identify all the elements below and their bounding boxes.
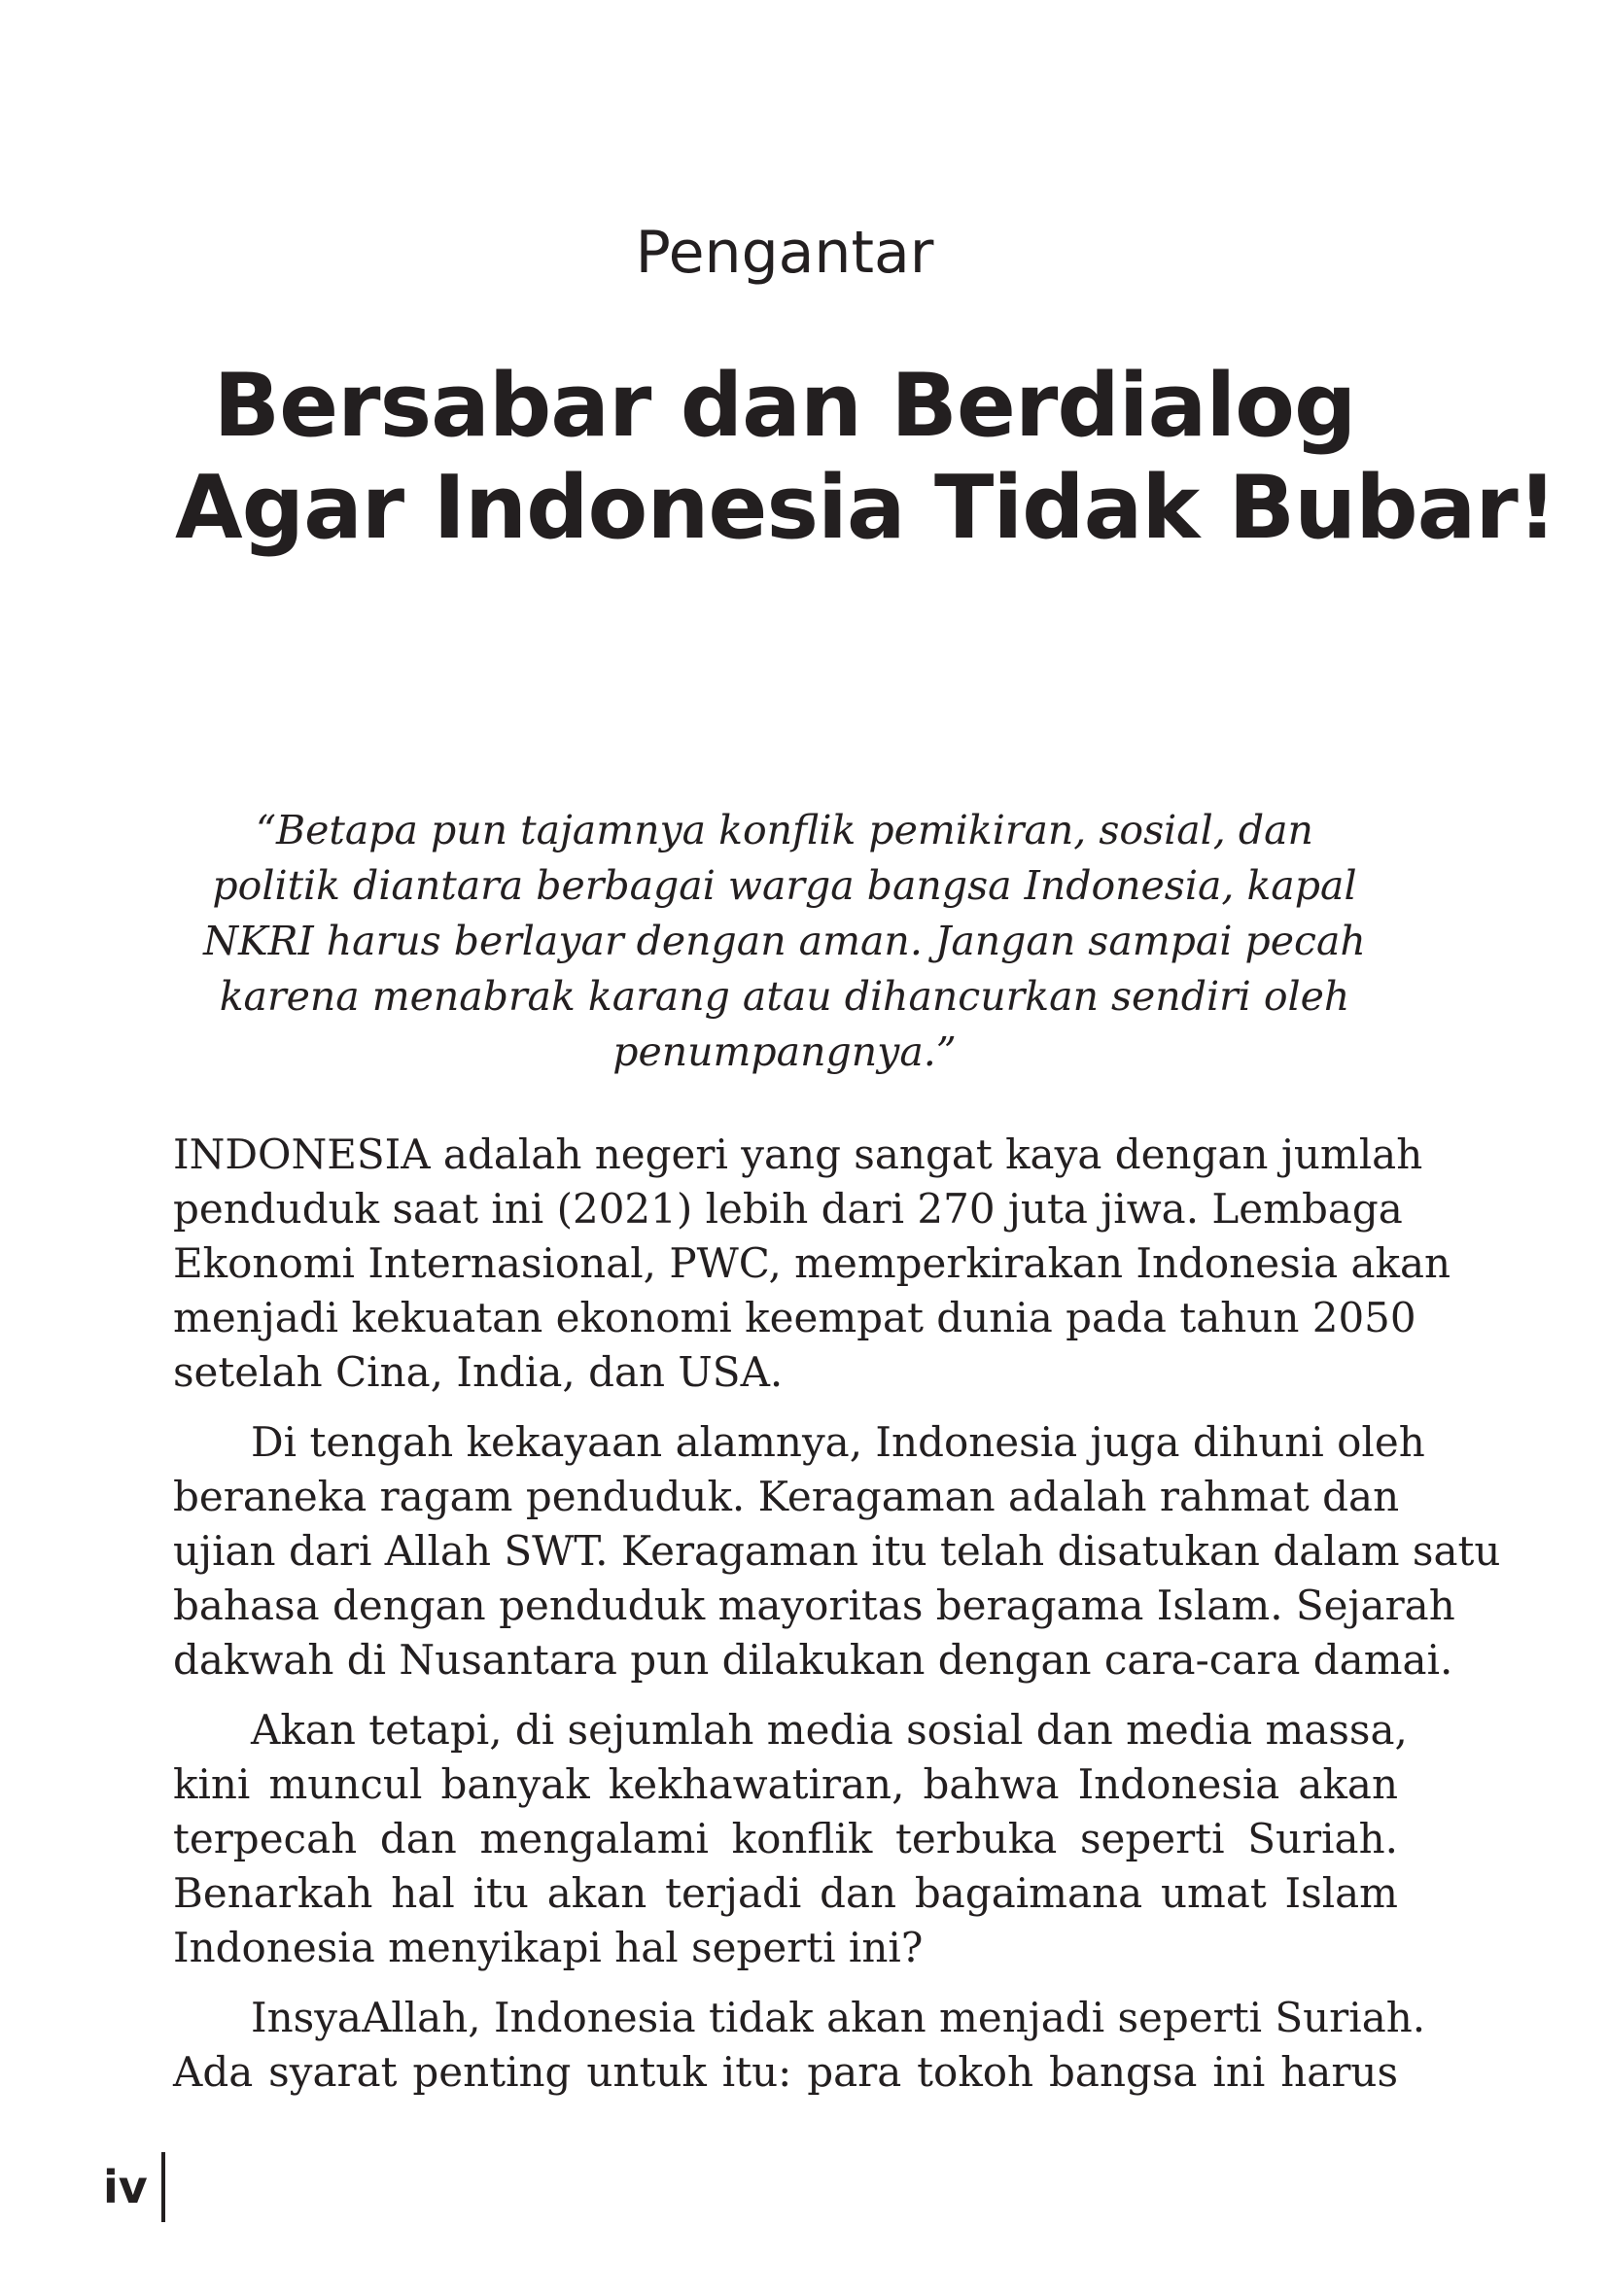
paragraph (173, 1991, 1426, 2100)
paragraph-line: menjadi kekuatan ekonomi keempat dunia pada tahun 2050 (173, 1294, 1416, 1341)
paragraph-line: Akan tetapi, di sejumlah media sosial dan media massa, (251, 1706, 1408, 1754)
paragraph (173, 1703, 1408, 1975)
page-number: iv (103, 2161, 148, 2213)
epigraph-line: penumpangnya.” (612, 1028, 957, 1075)
paragraph-line: bahasa dengan penduduk mayoritas beragama Islam. Sejarah (173, 1582, 1455, 1629)
chapter-title-line: Agar Indonesia Tidak Bubar! (175, 457, 1556, 559)
paragraph-line: Di tengah kekayaan alamnya, Indonesia juga dihuni oleh (251, 1418, 1425, 1466)
paragraph-line: InsyaAllah, Indonesia tidak akan menjadi seperti Suriah. (251, 1994, 1426, 2041)
epigraph-quote (170, 803, 1399, 1080)
section-kicker: Pengantar (635, 219, 934, 287)
paragraph-line: Ada syarat penting untuk itu: para tokoh bangsa ini harus (173, 2048, 1398, 2096)
epigraph-line: karena menabrak karang atau dihancurkan sendiri oleh (219, 973, 1350, 1020)
epigraph-line: “Betapa pun tajamnya konflik pemikiran, sosial, dan (256, 807, 1313, 853)
paragraph-line: Indonesia menyikapi hal seperti ini? (173, 1924, 924, 1971)
epigraph-line: politik diantara berbagai warga bangsa Indonesia, kapal (212, 862, 1357, 909)
chapter-title (175, 355, 1556, 559)
epigraph-line: NKRI harus berlayar dengan aman. Jangan sampai pecah (203, 918, 1366, 964)
paragraph-line: Ekonomi Internasional, PWC, memperkirakan Indonesia akan (173, 1239, 1451, 1287)
paragraph-line: beraneka ragam penduduk. Keragaman adalah rahmat dan (173, 1473, 1400, 1520)
paragraph-line: kini muncul banyak kekhawatiran, bahwa Indonesia akan (173, 1760, 1398, 1808)
paragraph-line: terpecah dan mengalami konflik terbuka seperti Suriah. (173, 1815, 1398, 1862)
paragraph-line: ujian dari Allah SWT. Keragaman itu telah disatukan dalam satu (173, 1527, 1501, 1575)
paragraph-line: penduduk saat ini (2021) lebih dari 270 juta jiwa. Lembaga (173, 1185, 1403, 1233)
paragraph (173, 1415, 1501, 1687)
paragraph-line: INDONESIA adalah negeri yang sangat kaya dengan jumlah (173, 1131, 1423, 1178)
paragraph-line: dakwah di Nusantara pun dilakukan dengan cara-cara damai. (173, 1636, 1453, 1684)
chapter-title-line: Bersabar dan Berdialog (213, 355, 1356, 457)
paragraph-line: setelah Cina, India, dan USA. (173, 1348, 784, 1396)
paragraph (173, 1128, 1451, 1400)
page-footer (103, 2148, 165, 2226)
body-text (173, 1128, 1501, 2115)
folio-divider (161, 2152, 165, 2222)
paragraph-line: Benarkah hal itu akan terjadi dan bagaimana umat Islam (173, 1869, 1398, 1917)
